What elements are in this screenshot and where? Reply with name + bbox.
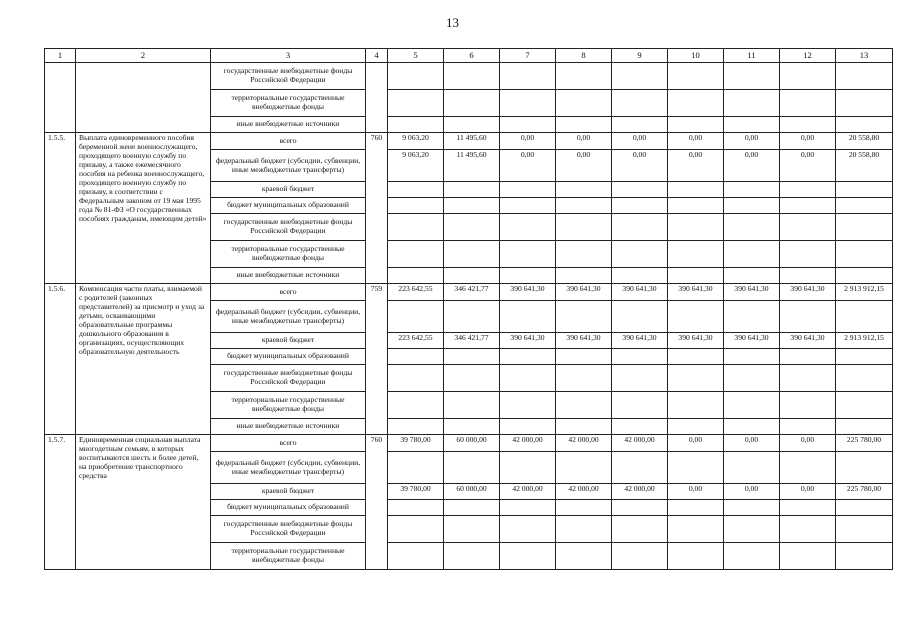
value-cell	[500, 392, 556, 419]
funding-source: государственные внебюджетные фонды Российской Федерации	[211, 516, 366, 543]
value-cell	[500, 543, 556, 570]
value-cell	[388, 241, 444, 268]
value-cell: 42 000,00	[612, 435, 668, 452]
value-cell	[556, 349, 612, 365]
col-header: 11	[724, 49, 780, 63]
value-cell: 11 495,60	[444, 133, 500, 150]
value-cell: 0,00	[724, 133, 780, 150]
value-cell	[724, 365, 780, 392]
value-cell: 9 063,20	[388, 150, 444, 182]
value-cell	[556, 198, 612, 214]
section-code	[366, 63, 388, 133]
value-cell	[724, 452, 780, 484]
value-cell: 0,00	[612, 133, 668, 150]
value-cell: 20 558,80	[836, 150, 893, 182]
value-cell	[500, 516, 556, 543]
funding-source: всего	[211, 133, 366, 150]
col-header: 10	[668, 49, 724, 63]
value-cell	[612, 182, 668, 198]
value-cell	[780, 198, 836, 214]
value-cell	[836, 198, 893, 214]
value-cell	[724, 419, 780, 435]
value-cell	[388, 419, 444, 435]
value-cell	[668, 198, 724, 214]
value-cell	[388, 268, 444, 284]
value-cell	[444, 301, 500, 333]
value-cell	[724, 90, 780, 117]
value-cell	[388, 392, 444, 419]
value-cell	[780, 419, 836, 435]
section-number	[45, 63, 76, 133]
value-cell: 0,00	[668, 435, 724, 452]
funding-source: федеральный бюджет (субсидии, субвенции, иные межбюджетные трансферты)	[211, 452, 366, 484]
value-cell: 225 780,00	[836, 484, 893, 500]
value-cell: 0,00	[780, 435, 836, 452]
value-cell	[724, 500, 780, 516]
value-cell	[612, 268, 668, 284]
funding-source: всего	[211, 284, 366, 301]
value-cell	[780, 117, 836, 133]
value-cell	[724, 268, 780, 284]
value-cell	[668, 452, 724, 484]
value-cell	[444, 349, 500, 365]
value-cell	[388, 349, 444, 365]
value-cell	[724, 241, 780, 268]
value-cell	[444, 419, 500, 435]
value-cell	[500, 268, 556, 284]
col-header: 6	[444, 49, 500, 63]
value-cell	[836, 268, 893, 284]
value-cell	[612, 63, 668, 90]
value-cell	[444, 268, 500, 284]
value-cell	[836, 452, 893, 484]
value-cell	[556, 268, 612, 284]
col-header: 7	[500, 49, 556, 63]
section-code: 759	[366, 284, 388, 435]
col-header: 5	[388, 49, 444, 63]
value-cell	[780, 500, 836, 516]
funding-source: федеральный бюджет (субсидии, субвенции, иные межбюджетные трансферты)	[211, 150, 366, 182]
value-cell	[836, 392, 893, 419]
value-cell: 0,00	[780, 133, 836, 150]
value-cell	[668, 182, 724, 198]
value-cell: 390 641,30	[612, 333, 668, 349]
value-cell	[612, 500, 668, 516]
value-cell	[668, 516, 724, 543]
value-cell	[444, 452, 500, 484]
value-cell	[780, 543, 836, 570]
value-cell: 0,00	[780, 484, 836, 500]
value-cell: 39 780,00	[388, 435, 444, 452]
funding-source: территориальные государственные внебюджетные фонды	[211, 90, 366, 117]
value-cell	[388, 452, 444, 484]
value-cell: 0,00	[724, 150, 780, 182]
section-description	[76, 63, 211, 133]
value-cell	[612, 392, 668, 419]
section-number: 1.5.6.	[45, 284, 76, 435]
value-cell	[612, 365, 668, 392]
value-cell: 0,00	[668, 150, 724, 182]
value-cell	[668, 214, 724, 241]
section-number: 1.5.7.	[45, 435, 76, 570]
funding-source: иные внебюджетные источники	[211, 117, 366, 133]
section-description: Единовременная социальная выплата многодетным семьям, в которых воспитываются шесть и более детей, на приобретение транспортного средства	[76, 435, 211, 570]
value-cell	[444, 543, 500, 570]
table-row	[45, 435, 893, 452]
col-header: 9	[612, 49, 668, 63]
value-cell	[556, 63, 612, 90]
value-cell	[724, 349, 780, 365]
value-cell	[556, 182, 612, 198]
value-cell	[724, 198, 780, 214]
value-cell	[668, 268, 724, 284]
value-cell: 42 000,00	[500, 435, 556, 452]
value-cell	[780, 516, 836, 543]
col-header: 2	[76, 49, 211, 63]
value-cell	[836, 365, 893, 392]
value-cell: 20 558,80	[836, 133, 893, 150]
value-cell: 0,00	[724, 435, 780, 452]
value-cell	[780, 63, 836, 90]
funding-source: бюджет муниципальных образований	[211, 198, 366, 214]
value-cell	[388, 543, 444, 570]
value-cell: 11 495,60	[444, 150, 500, 182]
value-cell	[668, 117, 724, 133]
value-cell	[444, 117, 500, 133]
value-cell	[556, 516, 612, 543]
funding-source: краевой бюджет	[211, 333, 366, 349]
value-cell	[780, 214, 836, 241]
value-cell	[724, 516, 780, 543]
value-cell	[836, 117, 893, 133]
section-code: 760	[366, 133, 388, 284]
value-cell	[556, 241, 612, 268]
value-cell	[388, 63, 444, 90]
value-cell: 223 642,55	[388, 333, 444, 349]
value-cell	[444, 500, 500, 516]
value-cell: 0,00	[500, 150, 556, 182]
value-cell	[500, 241, 556, 268]
value-cell	[724, 63, 780, 90]
funding-source: бюджет муниципальных образований	[211, 349, 366, 365]
value-cell	[556, 419, 612, 435]
value-cell: 0,00	[556, 150, 612, 182]
value-cell: 390 641,30	[500, 333, 556, 349]
value-cell	[388, 90, 444, 117]
value-cell	[388, 500, 444, 516]
value-cell	[612, 301, 668, 333]
value-cell	[500, 198, 556, 214]
value-cell: 390 641,30	[612, 284, 668, 301]
value-cell: 60 000,00	[444, 484, 500, 500]
value-cell	[612, 198, 668, 214]
value-cell	[836, 500, 893, 516]
value-cell	[836, 63, 893, 90]
col-header: 13	[836, 49, 893, 63]
funding-source: краевой бюджет	[211, 484, 366, 500]
value-cell	[612, 90, 668, 117]
value-cell	[836, 301, 893, 333]
value-cell	[444, 198, 500, 214]
value-cell	[780, 349, 836, 365]
value-cell	[500, 182, 556, 198]
page-number: 13	[446, 15, 459, 30]
value-cell: 42 000,00	[556, 435, 612, 452]
value-cell	[668, 90, 724, 117]
value-cell: 42 000,00	[556, 484, 612, 500]
value-cell	[500, 452, 556, 484]
value-cell	[724, 392, 780, 419]
value-cell	[724, 543, 780, 570]
value-cell	[388, 214, 444, 241]
value-cell	[444, 241, 500, 268]
col-header: 3	[211, 49, 366, 63]
value-cell	[836, 90, 893, 117]
column-header-row	[45, 49, 893, 63]
value-cell	[388, 182, 444, 198]
value-cell	[500, 419, 556, 435]
value-cell: 390 641,30	[724, 333, 780, 349]
value-cell	[500, 500, 556, 516]
value-cell	[444, 214, 500, 241]
value-cell: 390 641,30	[780, 284, 836, 301]
value-cell	[556, 392, 612, 419]
value-cell	[668, 365, 724, 392]
value-cell: 390 641,30	[780, 333, 836, 349]
value-cell: 2 913 912,15	[836, 333, 893, 349]
section-description: Компенсация части платы, взимаемой с родителей (законных представителей) за присмотр и уход за детьми, осваивающими образовательные программы дошкольного образования в организациях, осуществляющих образовательную деятельность	[76, 284, 211, 435]
value-cell	[556, 452, 612, 484]
value-cell: 390 641,30	[556, 284, 612, 301]
col-header: 1	[45, 49, 76, 63]
value-cell	[724, 182, 780, 198]
value-cell	[444, 182, 500, 198]
value-cell	[780, 268, 836, 284]
value-cell	[388, 198, 444, 214]
value-cell: 390 641,30	[668, 284, 724, 301]
value-cell: 0,00	[780, 150, 836, 182]
value-cell: 0,00	[668, 133, 724, 150]
col-header: 8	[556, 49, 612, 63]
funding-source: краевой бюджет	[211, 182, 366, 198]
value-cell	[500, 365, 556, 392]
value-cell	[836, 419, 893, 435]
value-cell	[388, 117, 444, 133]
value-cell	[444, 365, 500, 392]
value-cell	[556, 500, 612, 516]
value-cell	[388, 301, 444, 333]
value-cell	[444, 392, 500, 419]
value-cell: 0,00	[556, 133, 612, 150]
value-cell	[724, 214, 780, 241]
funding-source: иные внебюджетные источники	[211, 419, 366, 435]
value-cell	[556, 543, 612, 570]
value-cell	[780, 452, 836, 484]
value-cell	[612, 349, 668, 365]
value-cell: 390 641,30	[556, 333, 612, 349]
value-cell: 60 000,00	[444, 435, 500, 452]
value-cell	[780, 241, 836, 268]
value-cell	[556, 90, 612, 117]
value-cell	[836, 543, 893, 570]
value-cell: 9 063,20	[388, 133, 444, 150]
value-cell: 223 642,55	[388, 284, 444, 301]
table-row	[45, 284, 893, 301]
value-cell	[724, 301, 780, 333]
value-cell	[556, 214, 612, 241]
value-cell	[612, 117, 668, 133]
value-cell: 346 421,77	[444, 284, 500, 301]
value-cell	[612, 452, 668, 484]
value-cell	[612, 516, 668, 543]
value-cell	[780, 182, 836, 198]
value-cell	[780, 90, 836, 117]
value-cell	[500, 301, 556, 333]
value-cell: 0,00	[724, 484, 780, 500]
value-cell	[836, 516, 893, 543]
value-cell	[668, 349, 724, 365]
value-cell	[612, 241, 668, 268]
col-header: 4	[366, 49, 388, 63]
value-cell: 0,00	[500, 133, 556, 150]
value-cell	[500, 349, 556, 365]
value-cell	[612, 543, 668, 570]
value-cell	[444, 63, 500, 90]
value-cell	[500, 90, 556, 117]
value-cell: 42 000,00	[500, 484, 556, 500]
value-cell	[500, 117, 556, 133]
value-cell	[668, 241, 724, 268]
value-cell	[836, 214, 893, 241]
value-cell	[780, 365, 836, 392]
funding-source: иные внебюджетные источники	[211, 268, 366, 284]
section-code: 760	[366, 435, 388, 570]
value-cell: 39 780,00	[388, 484, 444, 500]
value-cell	[556, 117, 612, 133]
value-cell	[668, 500, 724, 516]
table-row	[45, 63, 893, 90]
funding-source: территориальные государственные внебюджетные фонды	[211, 392, 366, 419]
value-cell	[836, 349, 893, 365]
value-cell	[556, 301, 612, 333]
value-cell	[668, 419, 724, 435]
table-row	[45, 133, 893, 150]
funding-source: государственные внебюджетные фонды Российской Федерации	[211, 365, 366, 392]
value-cell: 42 000,00	[612, 484, 668, 500]
value-cell	[500, 214, 556, 241]
value-cell: 2 913 912,15	[836, 284, 893, 301]
funding-source: федеральный бюджет (субсидии, субвенции, иные межбюджетные трансферты)	[211, 301, 366, 333]
value-cell	[836, 182, 893, 198]
funding-source: государственные внебюджетные фонды Российской Федерации	[211, 63, 366, 90]
funding-source: территориальные государственные внебюджетные фонды	[211, 543, 366, 570]
value-cell	[780, 392, 836, 419]
section-description: Выплата единовременного пособия беременной жене военнослужащего, проходящего военную службу по призыву, а также ежемесячного пособия на ребенка военнослужащего, проходящего военную службу по призыву, в соответствии с Федеральным законом от 19 мая 1995 года № 81-ФЗ «О государственных пособиях гражданам, имеющим детей»	[76, 133, 211, 284]
value-cell	[388, 365, 444, 392]
value-cell	[668, 63, 724, 90]
value-cell	[556, 365, 612, 392]
funding-source: государственные внебюджетные фонды Российской Федерации	[211, 214, 366, 241]
value-cell	[836, 241, 893, 268]
funding-source: всего	[211, 435, 366, 452]
value-cell: 346 421,77	[444, 333, 500, 349]
value-cell	[724, 117, 780, 133]
value-cell: 225 780,00	[836, 435, 893, 452]
value-cell	[780, 301, 836, 333]
value-cell	[612, 214, 668, 241]
value-cell	[500, 63, 556, 90]
value-cell: 0,00	[668, 484, 724, 500]
funding-source: территориальные государственные внебюджетные фонды	[211, 241, 366, 268]
value-cell	[668, 543, 724, 570]
value-cell	[612, 419, 668, 435]
section-number: 1.5.5.	[45, 133, 76, 284]
value-cell	[444, 516, 500, 543]
value-cell	[388, 516, 444, 543]
value-cell	[444, 90, 500, 117]
value-cell	[668, 392, 724, 419]
funding-table	[44, 48, 893, 570]
col-header: 12	[780, 49, 836, 63]
value-cell: 390 641,30	[668, 333, 724, 349]
value-cell: 390 641,30	[500, 284, 556, 301]
value-cell	[668, 301, 724, 333]
value-cell: 0,00	[612, 150, 668, 182]
value-cell: 390 641,30	[724, 284, 780, 301]
funding-source: бюджет муниципальных образований	[211, 500, 366, 516]
